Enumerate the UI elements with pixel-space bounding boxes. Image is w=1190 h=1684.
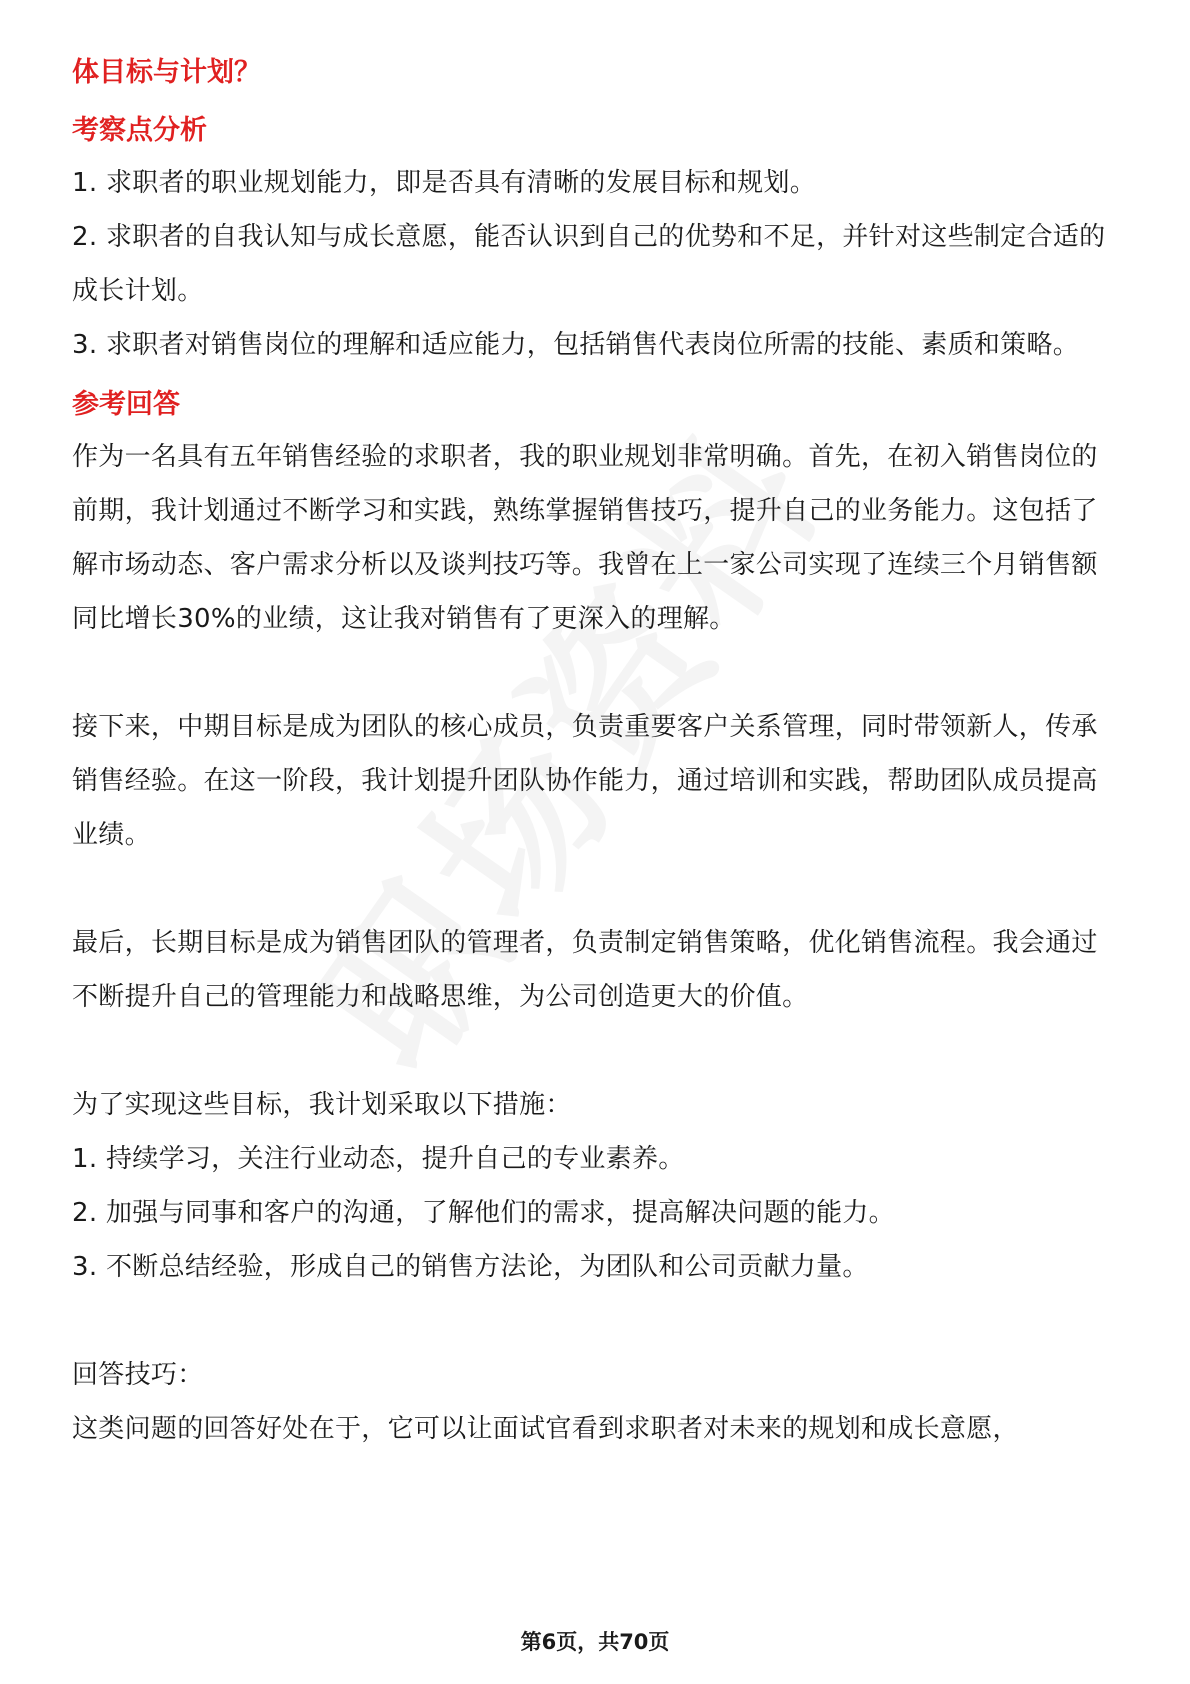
analysis-item: 2. 求职者的自我认知与成长意愿，能否认识到自己的优势和不足，并针对这些制定合适的成长计划。 bbox=[72, 222, 1106, 306]
analysis-heading: 考察点分析 bbox=[72, 115, 207, 146]
analysis-item: 3. 求职者对销售岗位的理解和适应能力，包括销售代表岗位所需的技能、素质和策略。 bbox=[72, 330, 1080, 360]
answer-paragraph: 最后，长期目标是成为销售团队的管理者，负责制定销售策略，优化销售流程。我会通过不断提升自己的管理能力和战略思维，为公司创造更大的价值。 bbox=[72, 928, 1098, 1012]
page-number: 第6页，共70页 bbox=[520, 1630, 670, 1654]
answer-paragraph: 接下来，中期目标是成为团队的核心成员，负责重要客户关系管理，同时带领新人，传承销售经验。在这一阶段，我计划提升团队协作能力，通过培训和实践，帮助团队成员提高业绩。 bbox=[72, 712, 1098, 850]
section-title-fragment: 体目标与计划？ bbox=[72, 57, 261, 88]
answer-paragraph: 作为一名具有五年销售经验的求职者，我的职业规划非常明确。首先，在初入销售岗位的前期，我计划通过不断学习和实践，熟练掌握销售技巧，提升自己的业务能力。这包括了解市场动态、客户需求分析以及谈判技巧等。我曾在上一家公司实现了连续三个月销售额同比增长30%的业绩，这让我对销售有了更深入的理解。 bbox=[72, 442, 1098, 634]
tips-text: 这类问题的回答好处在于，它可以让面试官看到求职者对未来的规划和成长意愿， bbox=[72, 1414, 1019, 1444]
tips-heading: 回答技巧： bbox=[72, 1360, 204, 1390]
document-page bbox=[72, 48, 1118, 1456]
answer-heading: 参考回答 bbox=[72, 389, 180, 420]
analysis-item: 1. 求职者的职业规划能力，即是否具有清晰的发展目标和规划。 bbox=[72, 168, 817, 198]
measure-item: 3. 不断总结经验，形成自己的销售方法论，为团队和公司贡献力量。 bbox=[72, 1252, 869, 1282]
measure-item: 1. 持续学习，关注行业动态，提升自己的专业素养。 bbox=[72, 1144, 685, 1174]
measures-intro: 为了实现这些目标，我计划采取以下措施： bbox=[72, 1090, 572, 1120]
measure-item: 2. 加强与同事和客户的沟通，了解他们的需求，提高解决问题的能力。 bbox=[72, 1198, 895, 1228]
